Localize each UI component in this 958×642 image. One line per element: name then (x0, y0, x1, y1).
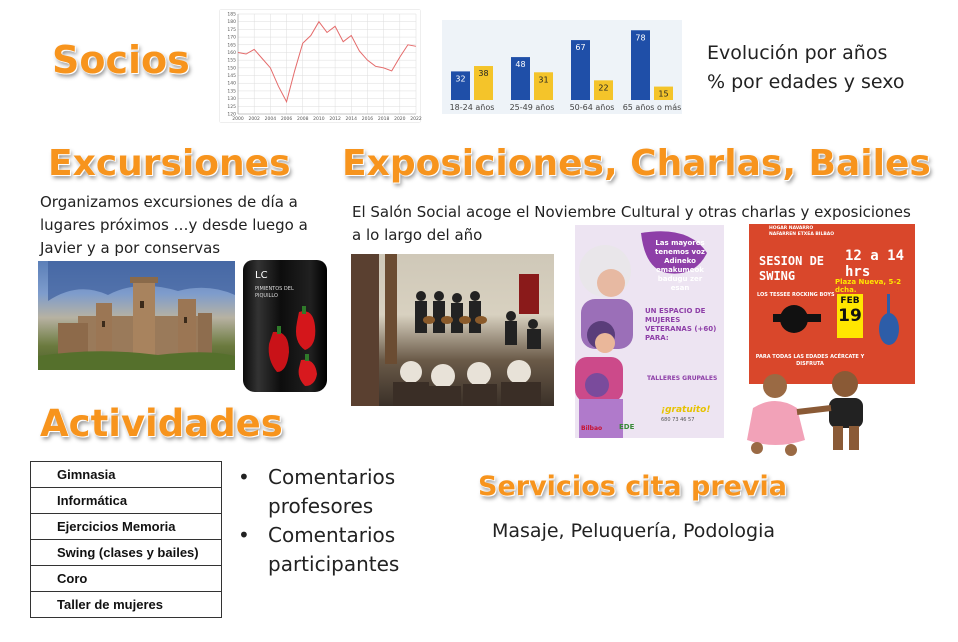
bar-data-label: 38 (478, 69, 489, 79)
activity-coro: Coro (31, 566, 222, 592)
y-tick-label: 150 (227, 66, 236, 72)
bar-data-label: 48 (515, 60, 526, 70)
table-row (31, 566, 222, 592)
x-tick-label: 2008 (297, 117, 309, 122)
x-tick-label: 2010 (313, 117, 325, 122)
swing-time: 12 a 14 hrs (845, 248, 905, 280)
y-tick-label: 135 (227, 89, 236, 95)
line-chart-svg (220, 10, 420, 122)
poster-swing (749, 224, 915, 384)
bar-data-label: 67 (575, 43, 586, 53)
x-tick-label: 2012 (329, 117, 341, 122)
x-tick-label: 2020 (394, 117, 406, 122)
list-item: • Comentarios profesores (236, 463, 436, 521)
bar-data-label: 78 (635, 33, 646, 43)
bar-data-label: 15 (658, 89, 669, 99)
swing-place: Plaza Nueva, 5-2 dcha. (835, 278, 902, 294)
table-row (31, 540, 222, 566)
x-tick-label: 2018 (377, 117, 390, 122)
y-tick-label: 125 (227, 104, 236, 110)
y-tick-label: 185 (227, 12, 236, 18)
socios-heading: Socios (52, 38, 190, 82)
y-tick-label: 155 (227, 58, 236, 64)
table-row (31, 488, 222, 514)
can-label-text: PIMIENTOS DEL PIQUILLO (255, 286, 294, 299)
members-series-line (238, 22, 416, 102)
y-tick-label: 170 (227, 35, 236, 41)
x-tick-label: 2006 (280, 117, 293, 122)
x-tick-label: 2014 (345, 117, 357, 122)
exposiciones-text: El Salón Social acoge el Noviembre Cultural y otras charlas y exposiciones a lo largo del año (352, 203, 911, 244)
evolution-line-2: % por edades y sexo (707, 71, 905, 93)
can-label-top: LC (255, 270, 268, 281)
x-tick-label: 2004 (264, 117, 277, 122)
swing-title: SESION DE SWING (759, 254, 825, 283)
music-event-photo (351, 254, 554, 406)
poster-mujeres-talleres: TALLERES GRUPALES (647, 375, 718, 382)
y-tick-label: 120 (227, 112, 236, 118)
poster-mujeres-espacio: UN ESPACIO DE MUJERES VETERANAS (+60) PARA: (645, 307, 717, 342)
castle-illustration (38, 261, 235, 370)
category-label: 65 años o más (622, 103, 682, 112)
servicios-text: Masaje, Peluquería, Podologia (492, 520, 775, 542)
members-line-chart (220, 10, 420, 122)
evolution-line-1: Evolución por años (707, 42, 888, 64)
activity-gimnasia: Gimnasia (31, 462, 222, 488)
excursiones-text: Organizamos excursiones de día a lugares próximos …y desde luego a Javier y a por conservas (40, 193, 308, 257)
y-tick-label: 140 (227, 81, 236, 87)
swing-band: LOS TESSEE ROCKING BOYS (757, 292, 835, 298)
swing-day: 19 (838, 306, 862, 326)
activity-swing: Swing (clases y bailes) (31, 540, 222, 566)
servicios-heading: Servicios cita previa (478, 471, 788, 502)
activity-informatica: Informática (31, 488, 222, 514)
category-label: 50-64 años (569, 103, 615, 112)
castle-javier-photo (38, 261, 235, 370)
ede-logo: EDE (619, 423, 635, 431)
table-row (31, 514, 222, 540)
bar-chart-svg (442, 20, 682, 114)
x-tick-label: 2000 (232, 117, 244, 122)
musicians-illustration (351, 254, 554, 406)
poster-mujeres (575, 225, 724, 438)
poster-mujeres-title: Las mayores tenemos voz Adineko emakumeok badugu zer esan (655, 239, 705, 292)
exposiciones-heading: Exposiciones, Charlas, Bailes (342, 143, 931, 184)
activity-taller-mujeres: Taller de mujeres (31, 592, 222, 618)
list-item: • Comentarios participantes (236, 521, 436, 579)
x-tick-label: 2002 (248, 117, 260, 122)
bar-data-label: 32 (455, 74, 466, 84)
y-tick-label: 130 (227, 97, 236, 103)
category-label: 25-49 años (509, 103, 555, 112)
swing-month: FEB (840, 296, 860, 306)
table-row (31, 592, 222, 618)
bar-data-label: 22 (598, 83, 609, 93)
dancing-bears-image (735, 368, 893, 456)
swing-footer: PARA TODAS LAS EDADES ACÉRCATE Y DISFRUTA (755, 354, 865, 367)
piquillo-can-image (239, 260, 331, 394)
bar-data-label: 31 (538, 75, 549, 85)
actividades-heading: Actividades (40, 402, 283, 445)
bears-illustration (735, 368, 893, 456)
bilbao-logo: Bilbao (581, 425, 603, 432)
poster-mujeres-gratuito: ¡gratuito! (661, 405, 711, 415)
y-tick-label: 165 (227, 43, 236, 49)
y-tick-label: 160 (227, 50, 236, 56)
x-tick-label: 2016 (361, 117, 374, 122)
y-tick-label: 175 (227, 27, 236, 33)
excursiones-heading: Excursiones (48, 143, 291, 184)
x-tick-label: 2022 (410, 117, 422, 122)
y-tick-label: 145 (227, 74, 236, 80)
poster-mujeres-phone: 680 73 46 57 (661, 417, 695, 423)
age-bar-chart (442, 20, 682, 114)
y-tick-label: 180 (227, 20, 236, 26)
swing-org: HOGAR NAVARRO NAFARREN ETXEA BILBAO (769, 226, 835, 237)
comments-bullet-list (236, 463, 436, 579)
pepper-icon (239, 260, 331, 394)
table-row (31, 462, 222, 488)
category-label: 18-24 años (449, 103, 495, 112)
activity-ejercicios-memoria: Ejercicios Memoria (31, 514, 222, 540)
activities-table (30, 461, 222, 618)
